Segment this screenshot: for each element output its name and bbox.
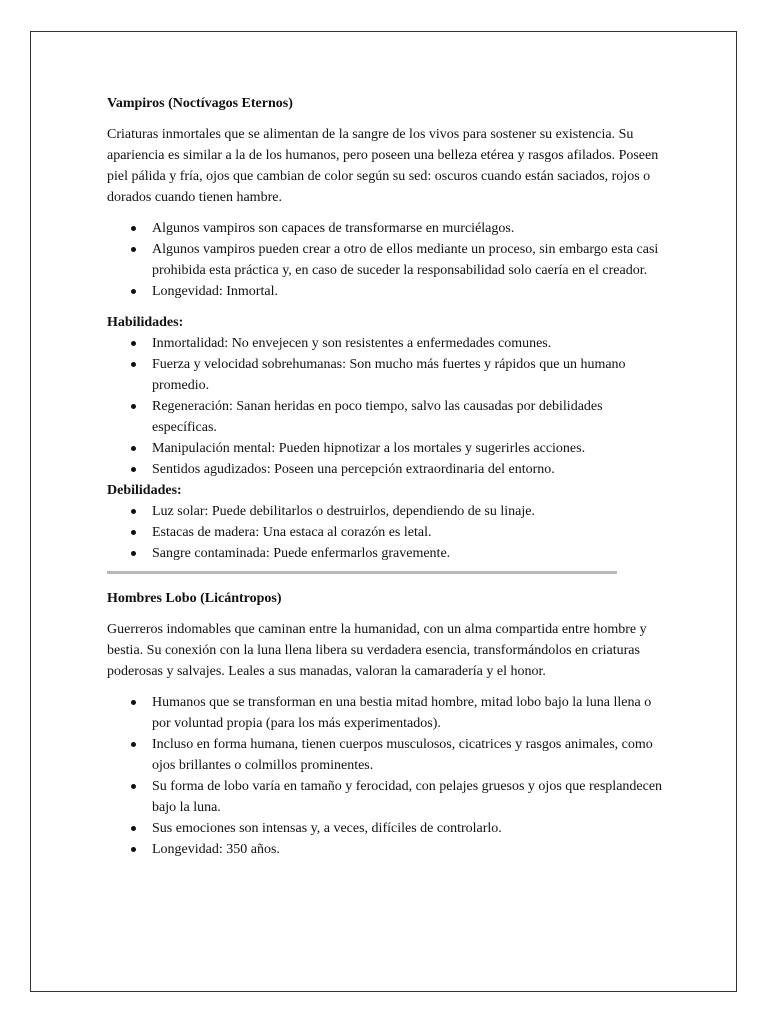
list-item: Algunos vampiros pueden crear a otro de ellos mediante un proceso, sin embargo esta casi prohibida esta práctica y, en caso de suceder la responsabilidad solo caería en el creador. <box>152 239 667 281</box>
list-item: Sus emociones son intensas y, a veces, difíciles de controlarlo. <box>152 818 667 839</box>
list-item: Fuerza y velocidad sobrehumanas: Son mucho más fuertes y rápidos que un humano promedio. <box>152 354 667 396</box>
list-item: Estacas de madera: Una estaca al corazón es letal. <box>152 522 667 543</box>
list-item: Humanos que se transforman en una bestia mitad hombre, mitad lobo bajo la luna llena o por voluntad propia (para los más experimentados). <box>152 692 667 734</box>
weaknesses-heading: Debilidades: <box>107 483 182 498</box>
list-item: Regeneración: Sanan heridas en poco tiempo, salvo las causadas por debilidades específicas. <box>152 396 667 438</box>
list-item: Luz solar: Puede debilitarlos o destruirlos, dependiendo de su linaje. <box>152 501 667 522</box>
list-item: Longevidad: Inmortal. <box>152 281 667 302</box>
list-item: Su forma de lobo varía en tamaño y ferocidad, con pelajes gruesos y ojos que resplandecen bajo la luna. <box>152 776 667 818</box>
list-item: Longevidad: 350 años. <box>152 839 667 860</box>
list-item: Inmortalidad: No envejecen y son resistentes a enfermedades comunes. <box>152 333 667 354</box>
werewolves-features-list <box>107 692 667 860</box>
list-item: Manipulación mental: Pueden hipnotizar a los mortales y sugerirles acciones. <box>152 438 667 459</box>
list-item: Sangre contaminada: Puede enfermarlos gravemente. <box>152 543 667 564</box>
list-item: Algunos vampiros son capaces de transformarse en murciélagos. <box>152 218 667 239</box>
vampires-intro: Criaturas inmortales que se alimentan de la sangre de los vivos para sostener su existencia. Su apariencia es similar a la de los humanos, pero poseen una belleza etérea y rasgos afilados. Poseen piel pálida y fría, ojos que cambian de color según su sed: oscuros cuando están saciados, rojos o dorados cuando tienen hambre. <box>107 127 659 205</box>
abilities-list <box>107 333 667 480</box>
document-page <box>30 31 737 992</box>
list-item: Incluso en forma humana, tienen cuerpos musculosos, cicatrices y rasgos animales, como ojos brillantes o colmillos prominentes. <box>152 734 667 776</box>
abilities-heading: Habilidades: <box>107 315 184 330</box>
horizontal-divider <box>107 571 617 574</box>
werewolves-intro: Guerreros indomables que caminan entre la humanidad, con un alma compartida entre hombre y bestia. Su conexión con la luna llena libera su verdadera esencia, transformándolos en criaturas poderosas y salvajes. Leales a sus manadas, valoran la camaradería y el honor. <box>107 622 647 679</box>
weaknesses-list <box>107 501 667 564</box>
list-item: Sentidos agudizados: Poseen una percepción extraordinaria del entorno. <box>152 459 667 480</box>
vampires-title: Vampiros (Noctívagos Eternos) <box>107 96 293 111</box>
document-content <box>107 93 667 860</box>
werewolves-title: Hombres Lobo (Licántropos) <box>107 591 282 606</box>
vampires-features-list <box>107 218 667 302</box>
